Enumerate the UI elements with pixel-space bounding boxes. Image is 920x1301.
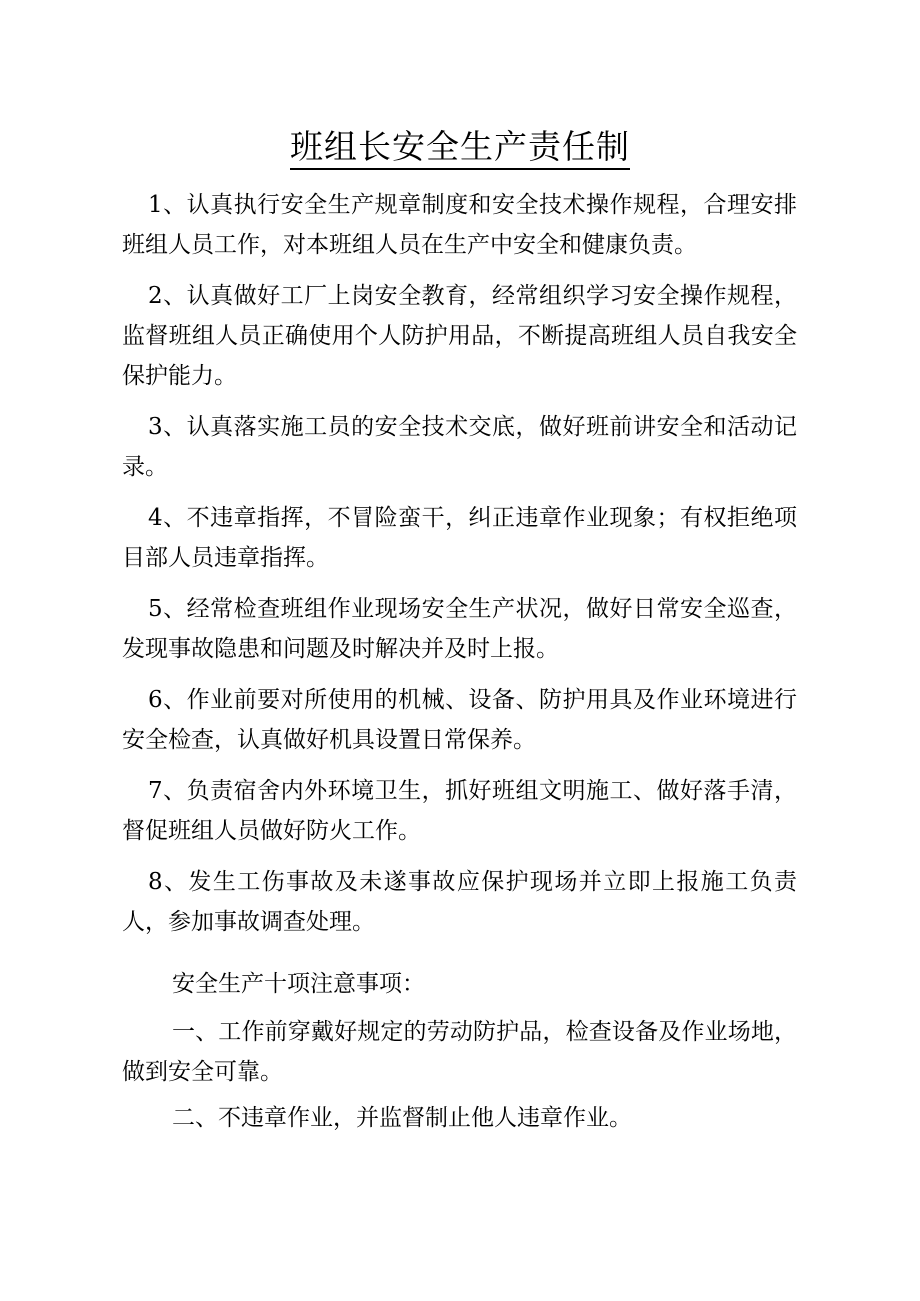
- responsibility-item-3: 3、认真落实施工员的安全技术交底，做好班前讲安全和活动记录。: [122, 414, 797, 480]
- safety-notes-section: [122, 964, 797, 1144]
- safety-note-2: 二、不违章作业，并监督制止他人违章作业。: [172, 1105, 632, 1131]
- page-title-text: 班组长安全生产责任制: [290, 127, 630, 170]
- responsibility-item-4: 4、不违章指挥，不冒险蛮干，纠正违章作业现象；有权拒绝项目部人员违章指挥。: [122, 505, 797, 571]
- safety-notes-heading: 安全生产十项注意事项：: [172, 971, 425, 997]
- safety-note-1: 一、工作前穿戴好规定的劳动防护品，检查设备及作业场地，做到安全可靠。: [122, 1019, 797, 1085]
- responsibility-list: [122, 185, 797, 953]
- responsibility-item-2: 2、认真做好工厂上岗安全教育，经常组织学习安全操作规程，监督班组人员正确使用个人防护用品，不断提高班组人员自我安全保护能力。: [122, 283, 797, 389]
- responsibility-item-6: 6、作业前要对所使用的机械、设备、防护用具及作业环境进行安全检查，认真做好机具设置日常保养。: [122, 687, 797, 753]
- responsibility-item-5: 5、经常检查班组作业现场安全生产状况，做好日常安全巡查，发现事故隐患和问题及时解决并及时上报。: [122, 596, 797, 662]
- responsibility-item-1: 1、认真执行安全生产规章制度和安全技术操作规程，合理安排班组人员工作，对本班组人员在生产中安全和健康负责。: [122, 192, 797, 258]
- responsibility-item-8: 8、发生工伤事故及未遂事故应保护现场并立即上报施工负责人，参加事故调查处理。: [122, 869, 797, 935]
- responsibility-item-7: 7、负责宿舍内外环境卫生，抓好班组文明施工、做好落手清，督促班组人员做好防火工作。: [122, 778, 797, 844]
- page-title: [0, 125, 920, 170]
